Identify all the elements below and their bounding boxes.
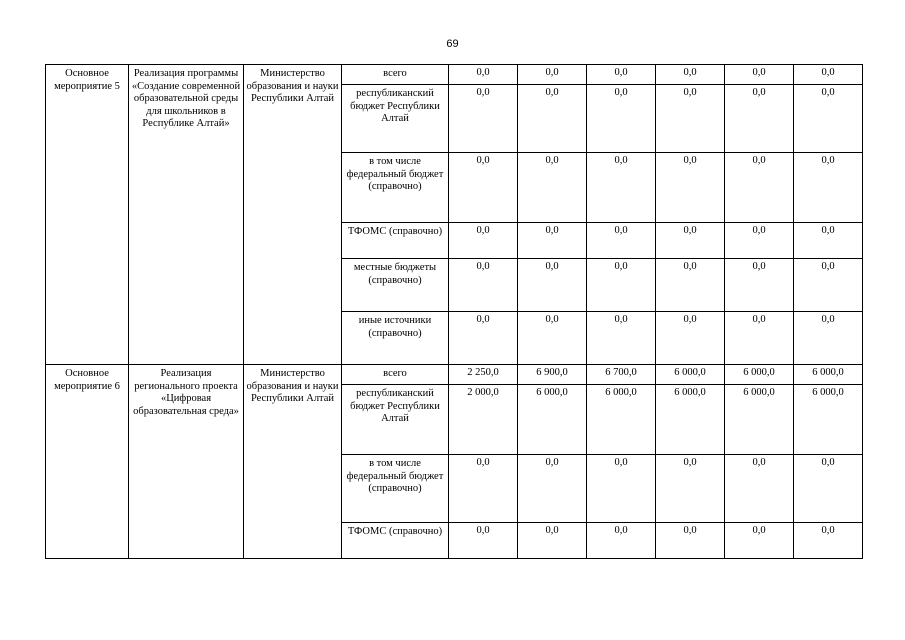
value-cell: 0,0 <box>518 85 587 153</box>
value-cell: 0,0 <box>518 223 587 259</box>
value-cell: 2 250,0 <box>449 365 518 385</box>
value-cell: 0,0 <box>587 259 656 312</box>
value-cell: 0,0 <box>587 523 656 559</box>
value-cell: 0,0 <box>449 259 518 312</box>
value-cell: 0,0 <box>794 153 863 223</box>
value-cell: 0,0 <box>656 523 725 559</box>
value-cell: 6 000,0 <box>656 365 725 385</box>
page-number: 69 <box>446 38 459 50</box>
value-cell: 0,0 <box>518 312 587 365</box>
value-cell: 6 900,0 <box>518 365 587 385</box>
table-row <box>46 365 863 385</box>
value-cell: 0,0 <box>656 65 725 85</box>
value-cell: 0,0 <box>725 259 794 312</box>
source-cell: в том числе федеральный бюджет (справочно) <box>342 455 449 523</box>
value-cell: 0,0 <box>449 153 518 223</box>
value-cell: 0,0 <box>656 312 725 365</box>
value-cell: 0,0 <box>725 85 794 153</box>
value-cell: 0,0 <box>449 523 518 559</box>
value-cell: 0,0 <box>449 65 518 85</box>
event-cell: Основное мероприятие 6 <box>46 365 129 559</box>
value-cell: 0,0 <box>518 153 587 223</box>
value-cell: 6 000,0 <box>725 385 794 455</box>
value-cell: 6 000,0 <box>794 365 863 385</box>
value-cell: 0,0 <box>725 223 794 259</box>
source-cell: всего <box>342 65 449 85</box>
value-cell: 0,0 <box>794 455 863 523</box>
value-cell: 0,0 <box>725 312 794 365</box>
value-cell: 0,0 <box>794 523 863 559</box>
value-cell: 0,0 <box>449 455 518 523</box>
value-cell: 0,0 <box>518 455 587 523</box>
value-cell: 6 000,0 <box>587 385 656 455</box>
value-cell: 0,0 <box>794 223 863 259</box>
value-cell: 0,0 <box>587 65 656 85</box>
value-cell: 0,0 <box>449 85 518 153</box>
value-cell: 0,0 <box>794 65 863 85</box>
value-cell: 2 000,0 <box>449 385 518 455</box>
value-cell: 0,0 <box>794 259 863 312</box>
source-cell: республиканский бюджет Республики Алтай <box>342 385 449 455</box>
value-cell: 6 000,0 <box>656 385 725 455</box>
value-cell: 0,0 <box>725 153 794 223</box>
source-cell: ТФОМС (справочно) <box>342 223 449 259</box>
budget-table <box>45 64 863 559</box>
value-cell: 6 000,0 <box>725 365 794 385</box>
source-cell: в том числе федеральный бюджет (справочно) <box>342 153 449 223</box>
executor-cell: Министерство образования и науки Республики Алтай <box>244 65 342 365</box>
event-cell: Основное мероприятие 5 <box>46 65 129 365</box>
source-cell: местные бюджеты (справочно) <box>342 259 449 312</box>
value-cell: 0,0 <box>518 523 587 559</box>
source-cell: всего <box>342 365 449 385</box>
event-name-cell: Реализация программы «Создание современной образовательной среды для школьников в Республике Алтай» <box>129 65 244 365</box>
value-cell: 6 000,0 <box>794 385 863 455</box>
event-name-cell: Реализация регионального проекта «Цифровая образовательная среда» <box>129 365 244 559</box>
value-cell: 0,0 <box>518 65 587 85</box>
value-cell: 0,0 <box>449 312 518 365</box>
value-cell: 0,0 <box>449 223 518 259</box>
value-cell: 0,0 <box>725 65 794 85</box>
value-cell: 0,0 <box>725 523 794 559</box>
value-cell: 6 700,0 <box>587 365 656 385</box>
value-cell: 0,0 <box>656 455 725 523</box>
value-cell: 0,0 <box>587 455 656 523</box>
value-cell: 0,0 <box>587 223 656 259</box>
value-cell: 0,0 <box>656 153 725 223</box>
table-row <box>46 65 863 85</box>
value-cell: 0,0 <box>794 85 863 153</box>
source-cell: иные источники (справочно) <box>342 312 449 365</box>
source-cell: ТФОМС (справочно) <box>342 523 449 559</box>
value-cell: 0,0 <box>518 259 587 312</box>
value-cell: 0,0 <box>794 312 863 365</box>
value-cell: 0,0 <box>587 153 656 223</box>
value-cell: 0,0 <box>656 223 725 259</box>
value-cell: 0,0 <box>587 312 656 365</box>
value-cell: 0,0 <box>725 455 794 523</box>
value-cell: 0,0 <box>656 85 725 153</box>
executor-cell: Министерство образования и науки Республики Алтай <box>244 365 342 559</box>
value-cell: 6 000,0 <box>518 385 587 455</box>
source-cell: республиканский бюджет Республики Алтай <box>342 85 449 153</box>
value-cell: 0,0 <box>656 259 725 312</box>
value-cell: 0,0 <box>587 85 656 153</box>
